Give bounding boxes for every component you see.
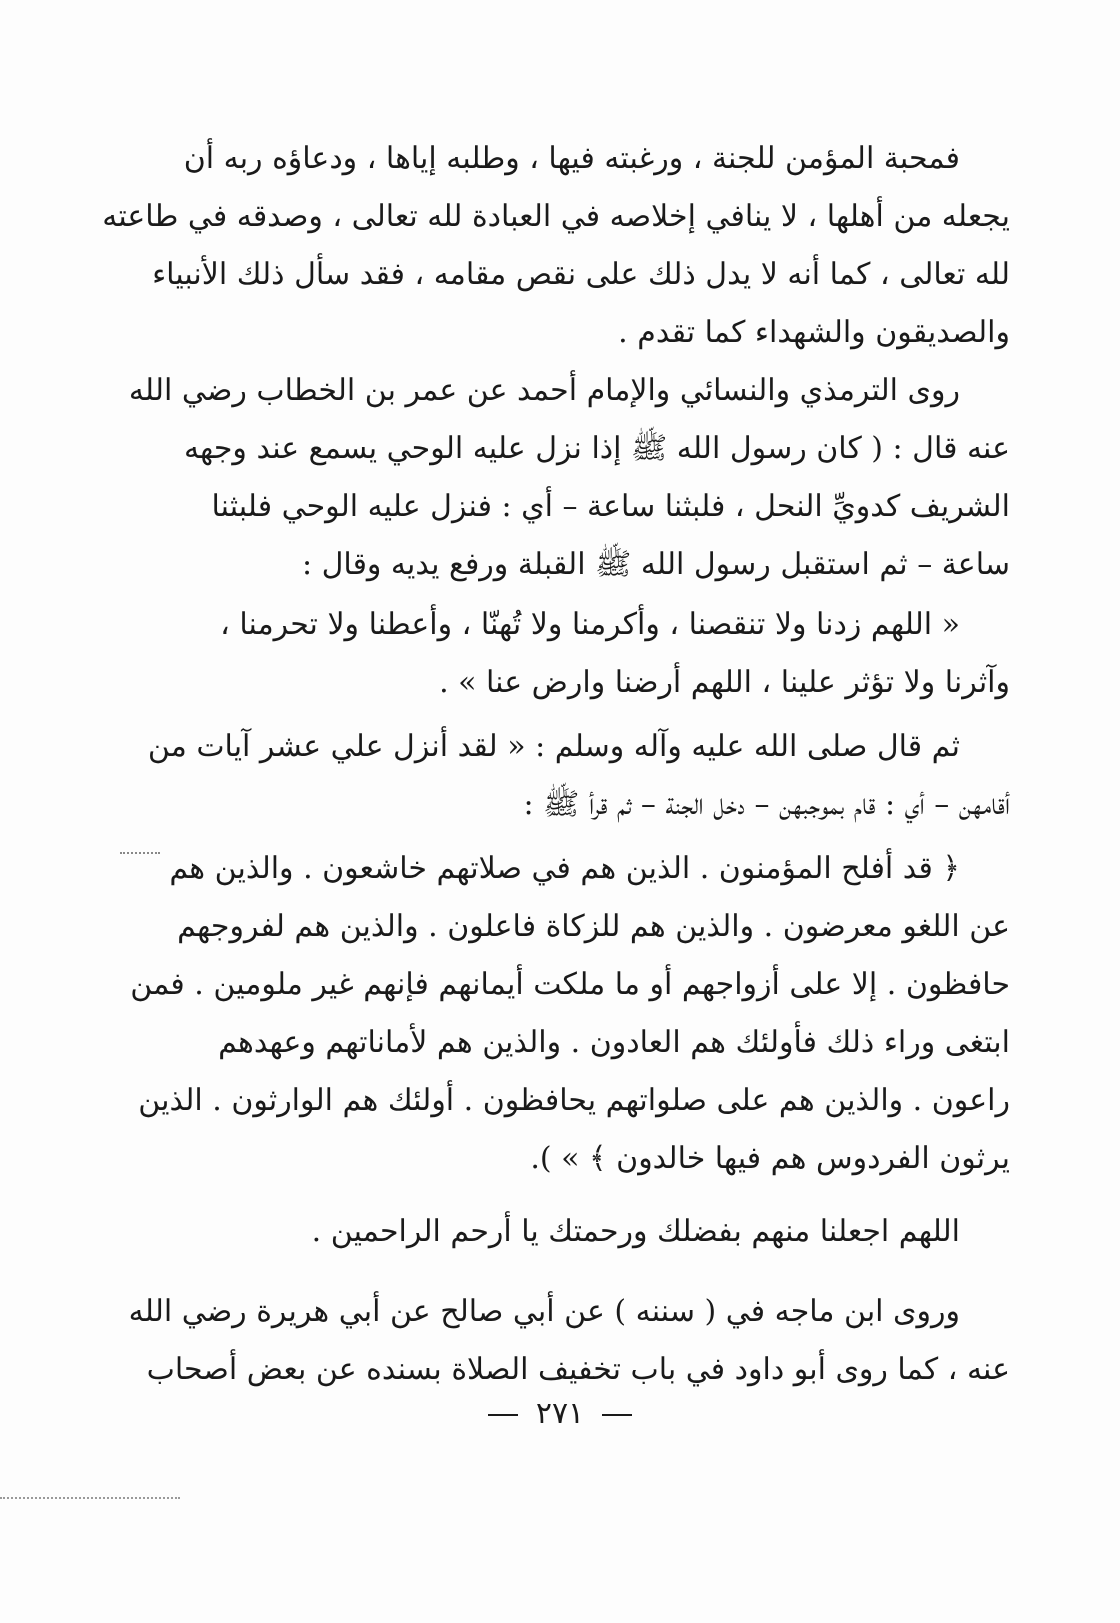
text-line: روى الترمذي والنسائي والإمام أحمد عن عمر بن الخطاب رضي الله (128, 373, 960, 408)
paragraph-tirmidhi-narration (128, 362, 1010, 594)
text-line: عنه قال : ( كان رسول الله ﷺ إذا نزل عليه الوحي يسمع عند وجهه (183, 431, 1010, 466)
text-line: ثم قال صلى الله عليه وآله وسلم : « لقد أنزل علي عشر آيات من (147, 729, 960, 764)
text-line: وآثرنا ولا تؤثر علينا ، اللهم أرضنا وارض عنا » . (439, 665, 1010, 700)
paragraph-dua (190, 1203, 1010, 1261)
paragraph-quran-verses (130, 840, 1010, 1188)
page-number (0, 1396, 1120, 1431)
paragraph-ten-verses (147, 718, 1010, 834)
paragraph-love-of-paradise (102, 130, 1010, 362)
text-line: فمحبة المؤمن للجنة ، ورغبته فيها ، وطلبه إياها ، ودعاؤه ربه أن (183, 141, 960, 176)
paragraph-supplication (190, 596, 1010, 712)
dash-divider (602, 1414, 632, 1416)
text-line: لله تعالى ، كما أنه لا يدل ذلك على نقص مقامه ، فقد سأل ذلك الأنبياء (152, 257, 1010, 292)
text-line: أقامهن – أي : قام بموجبهن – دخل الجنة – ثم قرأ ﷺ : (523, 787, 1010, 822)
text-line: عن اللغو معرضون . والذين هم للزكاة فاعلون . والذين هم لفروجهم (177, 909, 1010, 944)
text-line: يرثون الفردوس هم فيها خالدون ﴾ » ). (530, 1141, 1010, 1176)
text-line: اللهم اجعلنا منهم بفضلك ورحمتك يا أرحم الراحمين . (311, 1214, 960, 1249)
text-line: عنه ، كما روى أبو داود في باب تخفيف الصلاة بسنده عن بعض أصحاب (146, 1352, 1010, 1387)
text-line: حافظون . إلا على أزواجهم أو ما ملكت أيمانهم فإنهم غير ملومين . فمن (130, 967, 1010, 1002)
text-line: ﴿ قد أفلح المؤمنون . الذين هم في صلاتهم خاشعون . والذين هم (169, 851, 960, 886)
margin-scan-mark (120, 852, 160, 856)
text-line: ابتغى وراء ذلك فأولئك هم العادون . والذين هم لأماناتهم وعهدهم (218, 1025, 1010, 1060)
text-line: « اللهم زدنا ولا تنقصنا ، وأكرمنا ولا تُهنّا ، وأعطنا ولا تحرمنا ، (220, 607, 960, 642)
page-number-value: ٢٧١ (535, 1396, 585, 1431)
text-line: والصديقون والشهداء كما تقدم . (618, 315, 1010, 350)
bottom-scan-mark (0, 1497, 180, 1499)
text-line: الشريف كدويِّ النحل ، فلبثنا ساعة – أي : فنزل عليه الوحي فلبثنا (211, 489, 1010, 524)
text-line: وروى ابن ماجه في ( سننه ) عن أبي صالح عن أبي هريرة رضي الله (128, 1294, 960, 1329)
text-line: ساعة – ثم استقبل رسول الله ﷺ القبلة ورفع يديه وقال : (301, 547, 1010, 582)
text-line: راعون . والذين هم على صلواتهم يحافظون . أولئك هم الوارثون . الذين (138, 1083, 1010, 1118)
paragraph-ibn-majah (128, 1283, 1010, 1399)
text-line: يجعله من أهلها ، لا ينافي إخلاصه في العبادة لله تعالى ، وصدقه في طاعته (102, 199, 1010, 234)
dash-divider (488, 1414, 518, 1416)
